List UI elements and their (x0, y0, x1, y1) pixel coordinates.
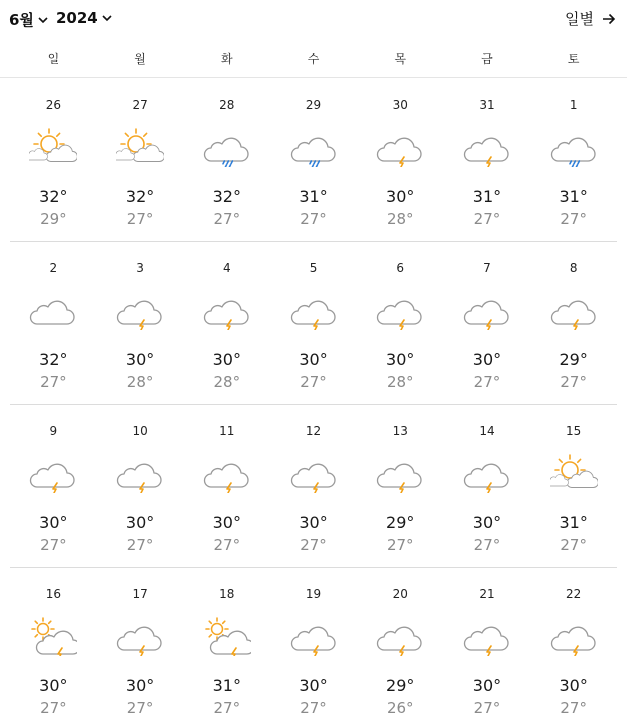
high-temp: 31° (559, 513, 588, 532)
day-number: 17 (132, 587, 148, 601)
cloud-lightning-icon (463, 453, 511, 493)
day-cell[interactable] (530, 242, 617, 404)
high-temp: 30° (39, 676, 68, 695)
low-temp: 27° (126, 699, 154, 717)
high-temp: 32° (39, 350, 68, 369)
high-temp: 30° (472, 513, 502, 532)
day-number: 29 (305, 98, 322, 112)
day-number: 21 (479, 587, 495, 601)
month-label: 6월 (9, 11, 34, 29)
weekday-label: 월 (134, 52, 146, 66)
week-row (10, 79, 617, 242)
low-temp: 27° (473, 210, 501, 228)
weekday-header (0, 40, 627, 78)
day-number: 12 (305, 424, 322, 438)
low-temp: 27° (300, 536, 327, 554)
cloud-lightning-icon (376, 290, 424, 330)
sun-cloud-lightning-icon (203, 616, 251, 656)
sun-cloud-icon (116, 127, 164, 167)
high-temp: 32° (212, 187, 241, 206)
cloud-rain-icon (550, 127, 598, 167)
day-cell[interactable] (270, 405, 357, 567)
cloud-lightning-icon (290, 453, 338, 493)
day-cell[interactable] (444, 242, 531, 404)
low-temp: 27° (213, 536, 241, 554)
weekday-label: 목 (394, 52, 407, 66)
daily-view-label: 일별 (565, 10, 594, 28)
cloud-lightning-icon (203, 453, 251, 493)
low-temp: 27° (560, 210, 587, 228)
day-cell[interactable] (270, 242, 357, 404)
cloud-lightning-icon (29, 453, 77, 493)
sun-cloud-icon (550, 453, 598, 493)
day-cell[interactable] (357, 568, 444, 728)
cloud-lightning-icon (116, 290, 164, 330)
low-temp: 27° (40, 373, 67, 391)
day-number: 10 (132, 424, 148, 438)
day-cell[interactable] (10, 405, 97, 567)
day-cell[interactable] (444, 405, 531, 567)
day-number: 4 (222, 261, 231, 275)
high-temp: 30° (386, 350, 415, 369)
day-number: 14 (479, 424, 495, 438)
week-row (10, 405, 617, 568)
day-cell[interactable] (183, 242, 270, 404)
year-selector[interactable] (56, 9, 113, 27)
low-temp: 27° (560, 536, 587, 554)
day-number: 13 (392, 424, 408, 438)
low-temp: 27° (40, 699, 67, 717)
day-number: 19 (305, 587, 322, 601)
day-number: 31 (479, 98, 495, 112)
day-cell[interactable] (357, 405, 444, 567)
low-temp: 27° (213, 210, 241, 228)
arrow-right-icon (601, 11, 617, 27)
day-cell[interactable] (183, 79, 270, 241)
day-number: 28 (219, 98, 235, 112)
high-temp: 30° (125, 676, 155, 695)
high-temp: 30° (299, 350, 328, 369)
day-cell[interactable] (183, 405, 270, 567)
day-cell[interactable] (357, 79, 444, 241)
day-cell[interactable] (10, 242, 97, 404)
day-number: 27 (132, 98, 148, 112)
low-temp: 27° (40, 536, 67, 554)
day-cell[interactable] (530, 568, 617, 728)
weekday-label: 화 (221, 52, 233, 66)
low-temp: 27° (473, 536, 501, 554)
low-temp: 27° (386, 536, 414, 554)
cloud-lightning-icon (116, 616, 164, 656)
day-cell[interactable] (270, 568, 357, 728)
day-number: 5 (309, 261, 318, 275)
cloud-lightning-icon (376, 453, 424, 493)
day-number: 9 (49, 424, 58, 438)
low-temp: 28° (213, 373, 241, 391)
low-temp: 27° (213, 699, 241, 717)
high-temp: 30° (125, 350, 155, 369)
day-cell[interactable] (97, 568, 184, 728)
low-temp: 28° (386, 210, 414, 228)
low-temp: 27° (473, 699, 501, 717)
high-temp: 31° (472, 187, 502, 206)
high-temp: 30° (212, 350, 241, 369)
weekday-label: 일 (47, 52, 60, 66)
day-cell[interactable] (530, 405, 617, 567)
weekday-label: 토 (567, 52, 580, 66)
day-cell[interactable] (444, 568, 531, 728)
day-number: 11 (219, 424, 235, 438)
day-cell[interactable] (97, 242, 184, 404)
cloud-icon (29, 290, 77, 330)
calendar-header (0, 0, 627, 40)
day-cell[interactable] (530, 79, 617, 241)
cloud-rain-icon (203, 127, 251, 167)
day-number: 20 (392, 587, 408, 601)
high-temp: 30° (386, 187, 415, 206)
day-number: 1 (569, 98, 578, 112)
high-temp: 30° (472, 350, 502, 369)
day-cell[interactable] (97, 405, 184, 567)
high-temp: 30° (212, 513, 241, 532)
cloud-rain-icon (290, 127, 338, 167)
high-temp: 31° (299, 187, 328, 206)
day-number: 30 (392, 98, 408, 112)
low-temp: 27° (300, 373, 327, 391)
low-temp: 27° (300, 210, 327, 228)
low-temp: 29° (40, 210, 67, 228)
day-number: 7 (483, 261, 491, 275)
cloud-lightning-icon (203, 290, 251, 330)
day-number: 3 (136, 261, 144, 275)
day-cell[interactable] (97, 79, 184, 241)
high-temp: 31° (212, 676, 241, 695)
high-temp: 29° (386, 513, 415, 532)
daily-view-button[interactable] (565, 8, 617, 29)
low-temp: 27° (126, 536, 154, 554)
chevron-down-icon (37, 14, 49, 26)
day-number: 16 (45, 587, 61, 601)
day-number: 15 (566, 424, 582, 438)
high-temp: 31° (559, 187, 588, 206)
high-temp: 32° (125, 187, 155, 206)
low-temp: 27° (560, 373, 587, 391)
day-number: 8 (569, 261, 578, 275)
chevron-down-icon (101, 12, 113, 24)
month-selector[interactable] (9, 9, 49, 30)
day-cell[interactable] (183, 568, 270, 728)
day-number: 2 (49, 261, 58, 275)
weekday-label: 금 (481, 52, 493, 66)
cloud-lightning-icon (463, 127, 511, 167)
low-temp: 28° (386, 373, 414, 391)
low-temp: 28° (126, 373, 154, 391)
day-number: 22 (566, 587, 582, 601)
high-temp: 29° (386, 676, 415, 695)
high-temp: 30° (299, 676, 328, 695)
sun-cloud-icon (29, 127, 77, 167)
cloud-lightning-icon (550, 616, 598, 656)
week-row (10, 242, 617, 405)
high-temp: 29° (559, 350, 588, 369)
day-number: 18 (219, 587, 235, 601)
day-cell[interactable] (10, 568, 97, 728)
low-temp: 26° (386, 699, 414, 717)
low-temp: 27° (126, 210, 154, 228)
cloud-lightning-icon (463, 616, 511, 656)
day-cell[interactable] (270, 79, 357, 241)
day-cell[interactable] (444, 79, 531, 241)
low-temp: 27° (300, 699, 327, 717)
day-cell[interactable] (357, 242, 444, 404)
cloud-lightning-icon (290, 290, 338, 330)
high-temp: 30° (472, 676, 502, 695)
high-temp: 30° (39, 513, 68, 532)
cloud-lightning-icon (290, 616, 338, 656)
cloud-lightning-icon (550, 290, 598, 330)
cloud-lightning-icon (376, 127, 424, 167)
high-temp: 30° (125, 513, 155, 532)
cloud-lightning-icon (463, 290, 511, 330)
week-row (10, 568, 617, 728)
year-label: 2024 (56, 9, 98, 27)
high-temp: 30° (559, 676, 588, 695)
cloud-lightning-icon (376, 616, 424, 656)
cloud-lightning-icon (116, 453, 164, 493)
sun-cloud-lightning-icon (29, 616, 77, 656)
day-number: 6 (396, 261, 405, 275)
low-temp: 27° (560, 699, 587, 717)
weekday-label: 수 (307, 52, 320, 66)
low-temp: 27° (473, 373, 501, 391)
day-cell[interactable] (10, 79, 97, 241)
high-temp: 30° (299, 513, 328, 532)
high-temp: 32° (39, 187, 68, 206)
day-number: 26 (45, 98, 61, 112)
